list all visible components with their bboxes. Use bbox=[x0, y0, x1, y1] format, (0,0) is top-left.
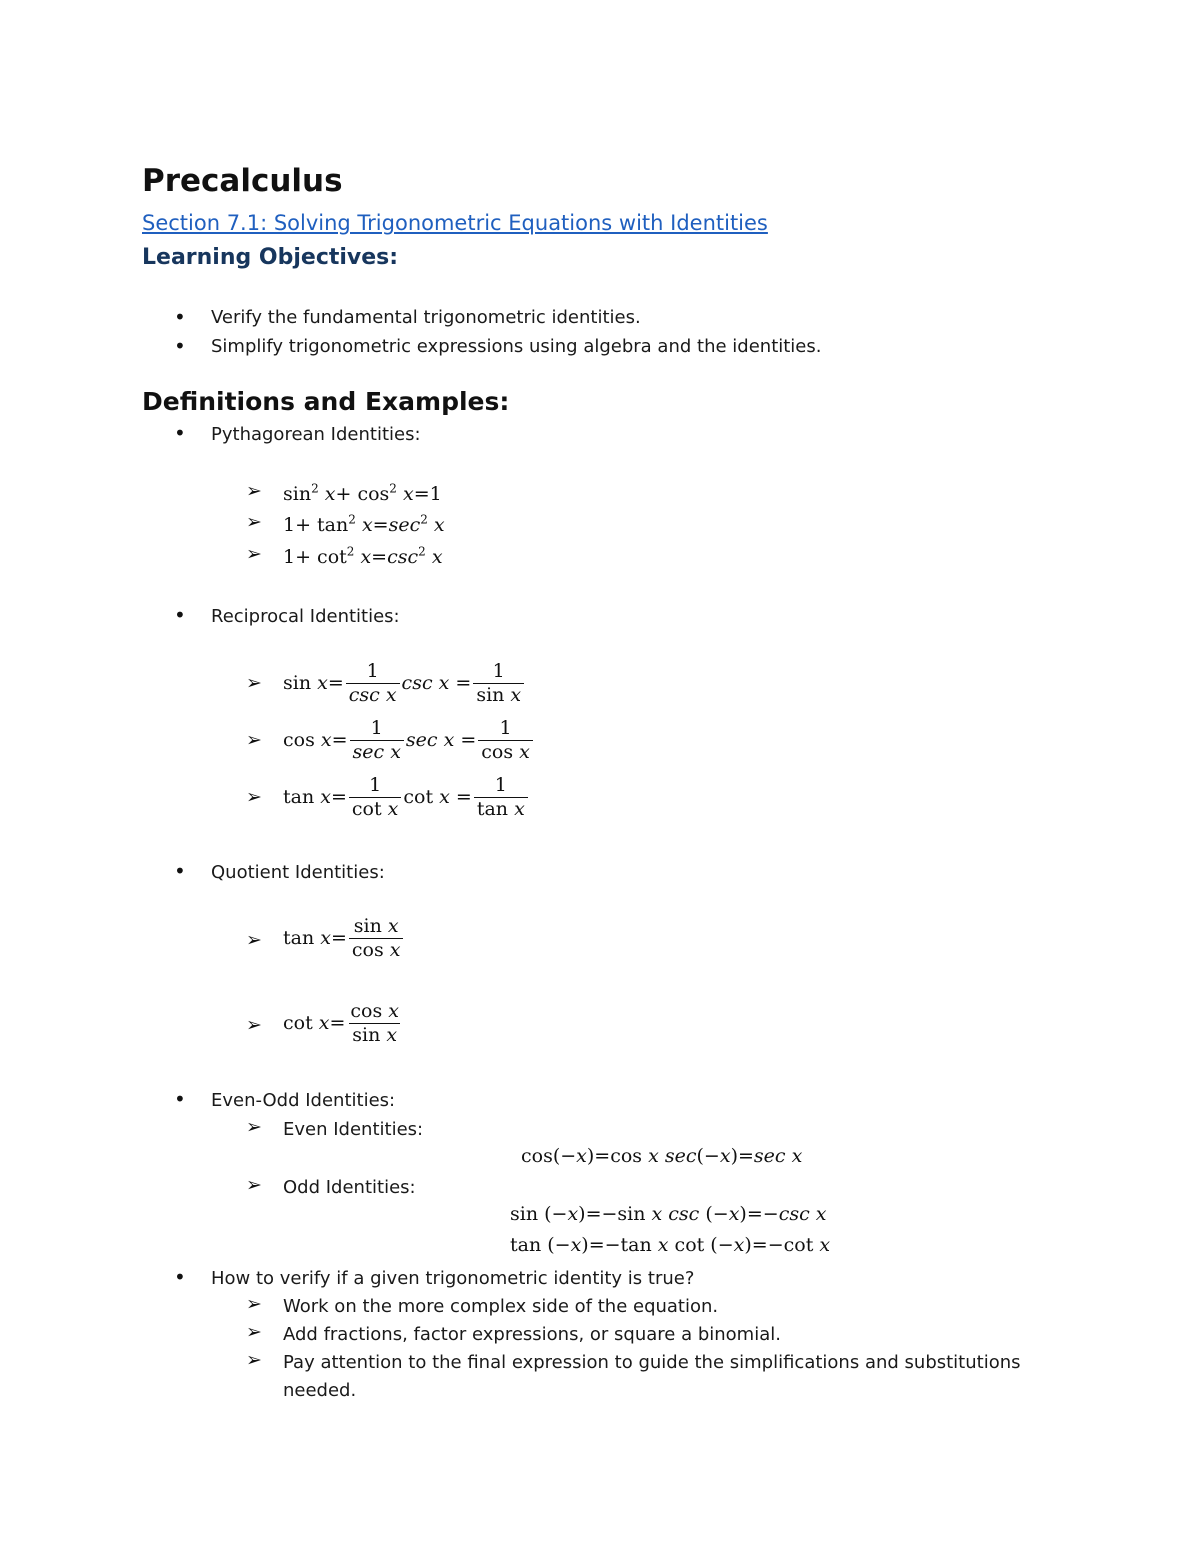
arrow-bullet-icon: ➢ bbox=[246, 929, 262, 951]
bullet-icon: • bbox=[174, 603, 186, 627]
arrow-bullet-icon: ➢ bbox=[246, 1116, 262, 1138]
verify-step: Add fractions, factor expressions, or square a binomial. bbox=[283, 1324, 781, 1345]
arrow-bullet-icon: ➢ bbox=[246, 1349, 262, 1371]
bullet-icon: • bbox=[174, 305, 186, 329]
verify-step: Pay attention to the final expression to guide the simplifications and substitutions bbox=[283, 1352, 1021, 1373]
bullet-icon: • bbox=[174, 1087, 186, 1111]
arrow-bullet-icon: ➢ bbox=[246, 480, 262, 502]
arrow-bullet-icon: ➢ bbox=[246, 672, 262, 694]
pythagorean-identity-2: $1+ \tan^2 x=\sec^2$ x bbox=[283, 512, 445, 536]
objective-item: Simplify trigonometric expressions using algebra and the identities. bbox=[211, 336, 822, 357]
arrow-bullet-icon: ➢ bbox=[246, 543, 262, 565]
section-link[interactable]: Section 7.1: Solving Trigonometric Equations with Identities bbox=[142, 211, 768, 235]
odd-identities-label: Odd Identities: bbox=[283, 1177, 416, 1198]
reciprocal-identity-2: cos x= $\frac{1}{\text{sec x}}$ sec x = $\frac{1}{\text{cos x}}$ bbox=[283, 718, 535, 764]
pythagorean-identity-1: $\sin^2 x+ \cos^2 x=1$ bbox=[283, 481, 442, 505]
quotient-label: Quotient Identities: bbox=[211, 862, 385, 883]
even-identity-1: cos(−x)=cos x sec(−x)=sec x bbox=[521, 1145, 803, 1167]
reciprocal-label: Reciprocal Identities: bbox=[211, 606, 400, 627]
arrow-bullet-icon: ➢ bbox=[246, 1321, 262, 1343]
arrow-bullet-icon: ➢ bbox=[246, 1014, 262, 1036]
verify-step: Work on the more complex side of the equation. bbox=[283, 1296, 719, 1317]
pythagorean-identity-3: $1+ \cot^2 x=\csc^2$ x bbox=[283, 544, 443, 568]
even-identities-label: Even Identities: bbox=[283, 1119, 424, 1140]
arrow-bullet-icon: ➢ bbox=[246, 1174, 262, 1196]
page-title: Precalculus bbox=[142, 163, 343, 199]
arrow-bullet-icon: ➢ bbox=[246, 511, 262, 533]
reciprocal-identity-1: sin x= $\frac{1}{\text{csc x}}$ csc x = $\frac{1}{\text{sin x}}$ bbox=[283, 661, 526, 707]
quotient-identity-2: cot x= $\frac{\text{cos x}}{\text{sin x}}$ bbox=[283, 1000, 399, 1046]
even-odd-label: Even-Odd Identities: bbox=[211, 1090, 396, 1111]
definitions-heading: Definitions and Examples: bbox=[142, 387, 510, 416]
bullet-icon: • bbox=[174, 334, 186, 358]
quotient-identity-1: tan x= $\frac{\text{sin x}}{\text{cos x}}$ bbox=[283, 916, 405, 962]
reciprocal-identity-3: tan x= $\frac{1}{\text{cot x}}$ cot x = $\frac{1}{\text{tan x}}$ bbox=[283, 775, 530, 821]
arrow-bullet-icon: ➢ bbox=[246, 786, 262, 808]
odd-identity-2: tan (−x)=−tan x cot (−x)=−cot x bbox=[510, 1234, 831, 1256]
pythagorean-label: Pythagorean Identities: bbox=[211, 424, 421, 445]
objective-item: Verify the fundamental trigonometric identities. bbox=[211, 307, 641, 328]
bullet-icon: • bbox=[174, 421, 186, 445]
arrow-bullet-icon: ➢ bbox=[246, 1293, 262, 1315]
arrow-bullet-icon: ➢ bbox=[246, 729, 262, 751]
bullet-icon: • bbox=[174, 1265, 186, 1289]
objectives-heading: Learning Objectives: bbox=[142, 245, 399, 270]
bullet-icon: • bbox=[174, 859, 186, 883]
verify-step-continued: needed. bbox=[283, 1380, 357, 1401]
verify-label: How to verify if a given trigonometric identity is true? bbox=[211, 1268, 695, 1289]
odd-identity-1: sin (−x)=−sin x csc (−x)=−csc x bbox=[510, 1203, 827, 1225]
